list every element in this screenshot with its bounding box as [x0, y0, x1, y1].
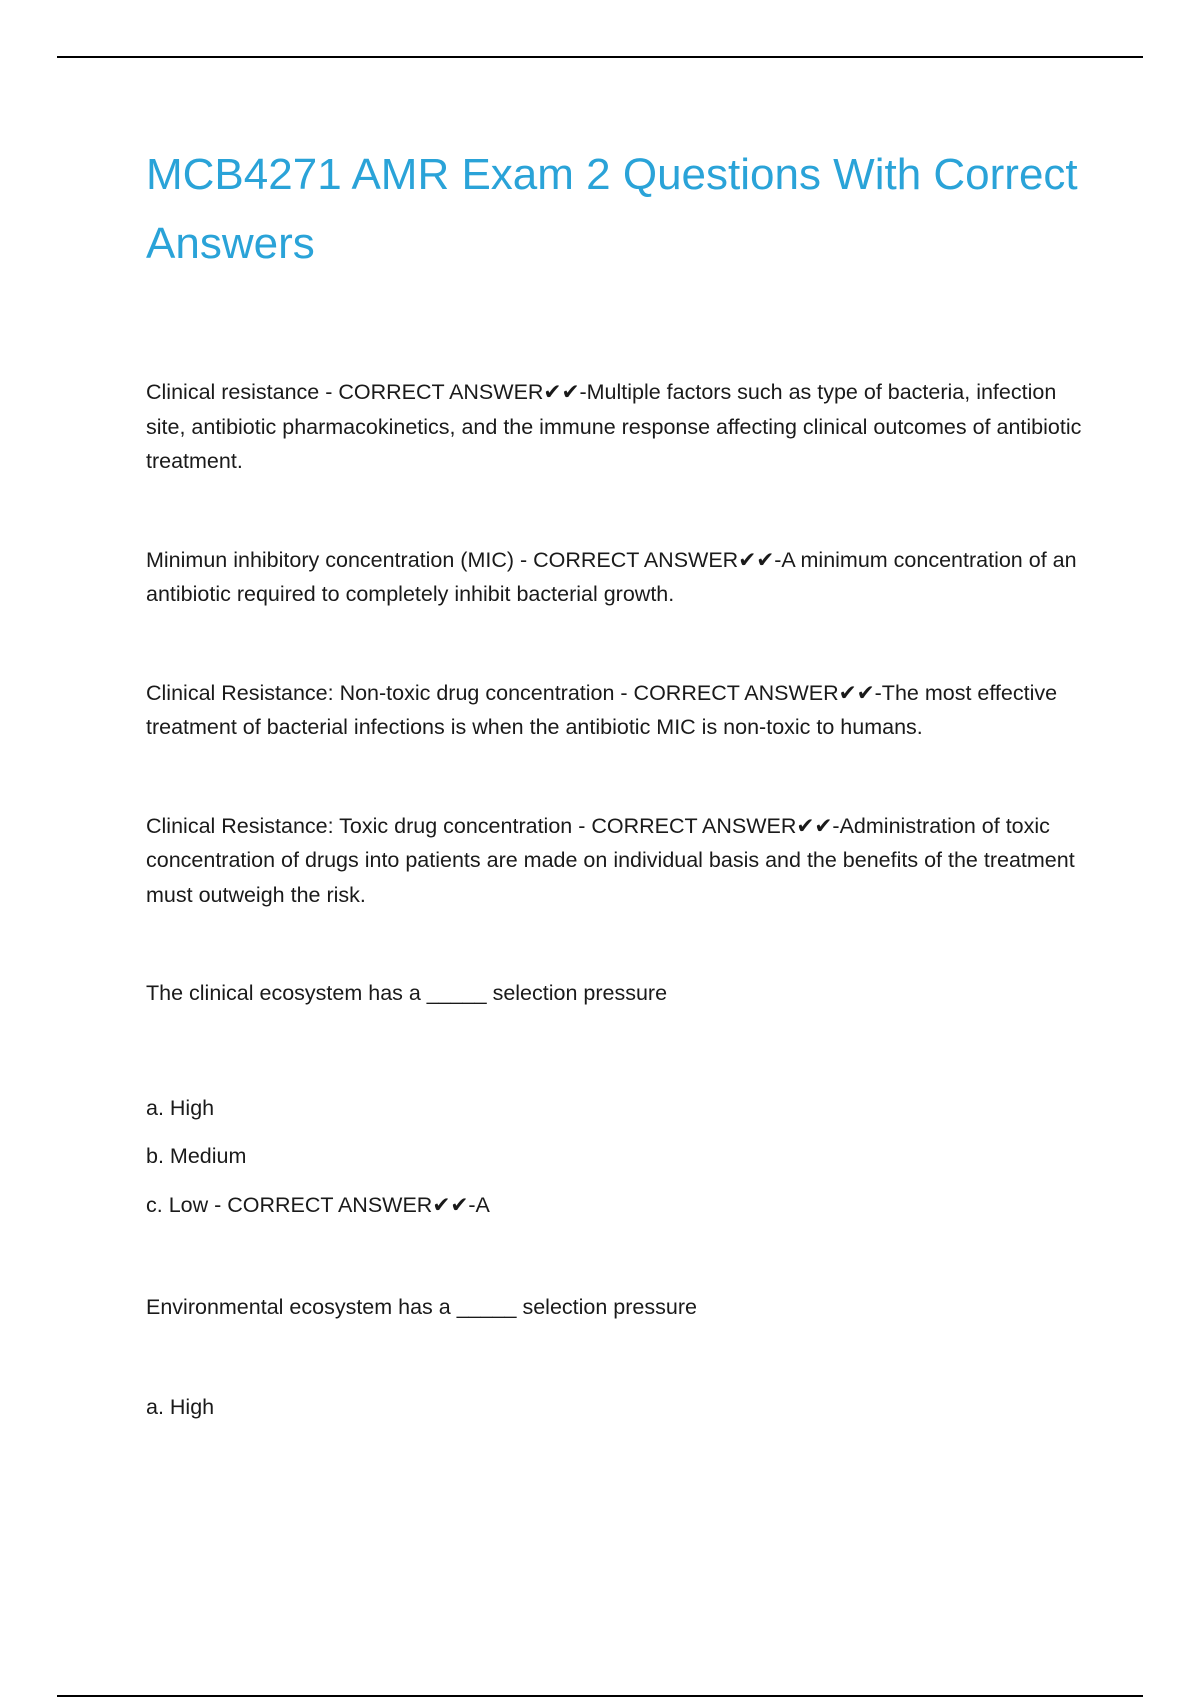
question-2-prompt: Environmental ecosystem has a _____ selection pressure: [146, 1295, 697, 1319]
document-body: [146, 140, 1096, 1424]
footer-rule: [57, 1695, 1143, 1697]
document-title: MCB4271 AMR Exam 2 Questions With Correct Answers: [146, 150, 1078, 268]
header-rule: [57, 56, 1143, 58]
question-1-options: [146, 1091, 1096, 1223]
answer-entries: [146, 375, 1096, 1424]
entry-toxic-concentration: Clinical Resistance: Toxic drug concentration - CORRECT ANSWER✔✔-Administration of toxic concentration of drugs into patients are made on individual basis and the benefits of the treatment must outweigh the risk.: [146, 813, 1075, 907]
entry-clinical-resistance: Clinical resistance - CORRECT ANSWER✔✔-Multiple factors such as type of bacteria, infection site, antibiotic pharmacokinetics, and the immune response affecting clinical outcomes of antibiotic treatment.: [146, 380, 1082, 473]
question-2-option-a: a. High: [146, 1394, 215, 1419]
question-1-option-c: c. Low - CORRECT ANSWER✔✔-A: [146, 1192, 490, 1217]
question-1-option-a: a. High: [146, 1095, 215, 1120]
entry-mic: Minimun inhibitory concentration (MIC) - CORRECT ANSWER✔✔-A minimum concentration of an antibiotic required to completely inhibit bacterial growth.: [146, 547, 1077, 606]
question-1-option-b: b. Medium: [146, 1144, 247, 1168]
question-1-prompt: The clinical ecosystem has a _____ selection pressure: [146, 981, 668, 1005]
entry-non-toxic-concentration: Clinical Resistance: Non-toxic drug concentration - CORRECT ANSWER✔✔-The most effective treatment of bacterial infections is when the antibiotic MIC is non-toxic to humans.: [146, 680, 1058, 739]
question-2-options: [146, 1390, 1096, 1425]
